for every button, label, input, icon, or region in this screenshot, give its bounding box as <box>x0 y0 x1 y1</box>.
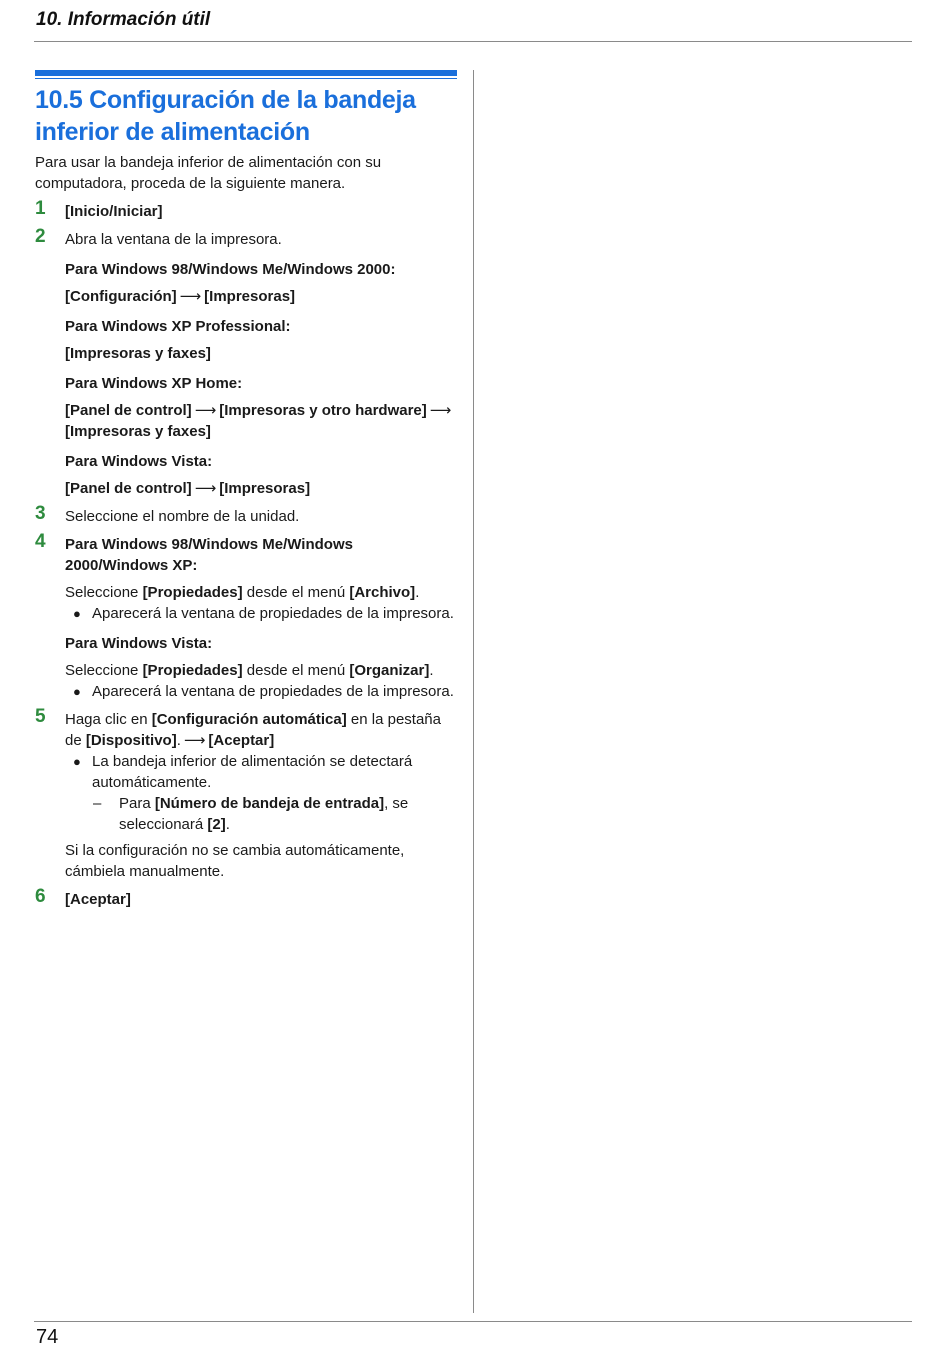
step-1 <box>35 198 457 222</box>
vista-path <box>65 478 457 499</box>
select-properties-text <box>65 582 457 603</box>
text-segment: . <box>429 662 434 679</box>
bullet-icon: ● <box>73 754 81 769</box>
text-segment: en la pestaña de <box>65 711 441 749</box>
manual-note: Si la configuración no se cambia automáticamente, cámbiela manualmente. <box>65 842 405 880</box>
text-segment: desde el menú <box>242 584 350 601</box>
xppro-path: [Impresoras y faxes] <box>65 345 211 362</box>
bullet-text: Aparecerá la ventana de propiedades de la impresora. <box>92 683 454 700</box>
tray-value-label: [2] <box>207 816 226 833</box>
text-segment: Seleccione <box>65 662 143 679</box>
ok-label: [Aceptar] <box>208 732 275 749</box>
printers-label: [Impresoras] <box>219 480 311 497</box>
dash-item <box>65 793 457 835</box>
windows-heading: Para Windows 98/Windows Me/Windows 2000/Windows XP: <box>65 536 353 574</box>
arrow-icon: ⟶ <box>429 402 452 419</box>
bullet-item <box>65 751 457 793</box>
footer-rule <box>34 1321 912 1322</box>
text-segment: . <box>225 816 230 833</box>
step-number: 5 <box>35 706 46 727</box>
left-column <box>35 70 457 910</box>
bullet-item <box>65 603 457 624</box>
page-number: 74 <box>36 1326 59 1348</box>
control-panel-label: [Panel de control] <box>65 402 192 419</box>
running-header: 10. Información útil <box>36 9 211 30</box>
bullet-text: La bandeja inferior de alimentación se detectará automáticamente. <box>92 753 413 791</box>
text-segment: . <box>415 584 420 601</box>
section-bar <box>35 70 457 76</box>
step-3 <box>35 503 457 527</box>
bullet-icon: ● <box>73 606 81 621</box>
select-properties-text <box>65 660 457 681</box>
arrow-icon: ⟶ <box>183 732 206 749</box>
xppro-heading: Para Windows XP Professional: <box>65 318 291 335</box>
win98-heading: Para Windows 98/Windows Me/Windows 2000: <box>65 261 396 278</box>
control-panel-label: [Panel de control] <box>65 480 192 497</box>
text-segment: Para <box>119 795 155 812</box>
step-number: 2 <box>35 226 46 247</box>
bullet-item <box>65 681 457 702</box>
input-tray-number-label: [Número de bandeja de entrada] <box>154 795 385 812</box>
auto-config-label: [Configuración automática] <box>151 711 347 728</box>
step-text: Abra la ventana de la impresora. <box>65 231 282 248</box>
xphome-path <box>65 400 457 442</box>
intro-paragraph: Para usar la bandeja inferior de alimentación con su computadora, proceda de la siguiente manera. <box>35 154 382 192</box>
settings-label: [Configuración] <box>65 288 177 305</box>
text-segment: . <box>176 732 181 749</box>
step-text: Seleccione el nombre de la unidad. <box>65 508 300 525</box>
device-tab-label: [Dispositivo] <box>85 732 177 749</box>
vista-heading: Para Windows Vista: <box>65 635 213 652</box>
arrow-icon: ⟶ <box>179 288 202 305</box>
column-divider <box>473 70 474 1313</box>
bullet-text: Aparecerá la ventana de propiedades de la impresora. <box>92 605 454 622</box>
xphome-heading: Para Windows XP Home: <box>65 375 243 392</box>
file-menu-label: [Archivo] <box>349 584 416 601</box>
step-number: 6 <box>35 886 46 907</box>
properties-label: [Propiedades] <box>142 584 243 601</box>
step-6 <box>35 886 457 910</box>
bullet-icon: ● <box>73 684 81 699</box>
step-5 <box>35 706 457 882</box>
section-underline <box>35 78 457 79</box>
vista-heading: Para Windows Vista: <box>65 453 213 470</box>
arrow-icon: ⟶ <box>194 480 217 497</box>
step-text <box>65 709 457 751</box>
ok-label: [Aceptar] <box>65 891 131 908</box>
step-number: 1 <box>35 198 46 219</box>
arrow-icon: ⟶ <box>194 402 217 419</box>
printers-hardware-label: [Impresoras y otro hardware] <box>219 402 427 419</box>
win98-path <box>65 286 457 307</box>
dash-icon: – <box>93 795 102 812</box>
printers-faxes-label: [Impresoras y faxes] <box>65 423 211 440</box>
text-segment: , se seleccionará <box>119 795 409 833</box>
text-segment: desde el menú <box>242 662 350 679</box>
step-4 <box>35 531 457 702</box>
organize-menu-label: [Organizar] <box>349 662 430 679</box>
properties-label: [Propiedades] <box>142 662 243 679</box>
text-segment: Haga clic en <box>65 711 152 728</box>
header-rule <box>34 41 912 42</box>
section-title: 10.5 Configuración de la bandeja inferior de alimentación <box>35 86 416 146</box>
step-number: 4 <box>35 531 46 552</box>
step-number: 3 <box>35 503 46 524</box>
text-segment: Seleccione <box>65 584 143 601</box>
start-button-label: [Inicio/Iniciar] <box>65 203 163 220</box>
printers-label: [Impresoras] <box>204 288 296 305</box>
step-2 <box>35 226 457 499</box>
